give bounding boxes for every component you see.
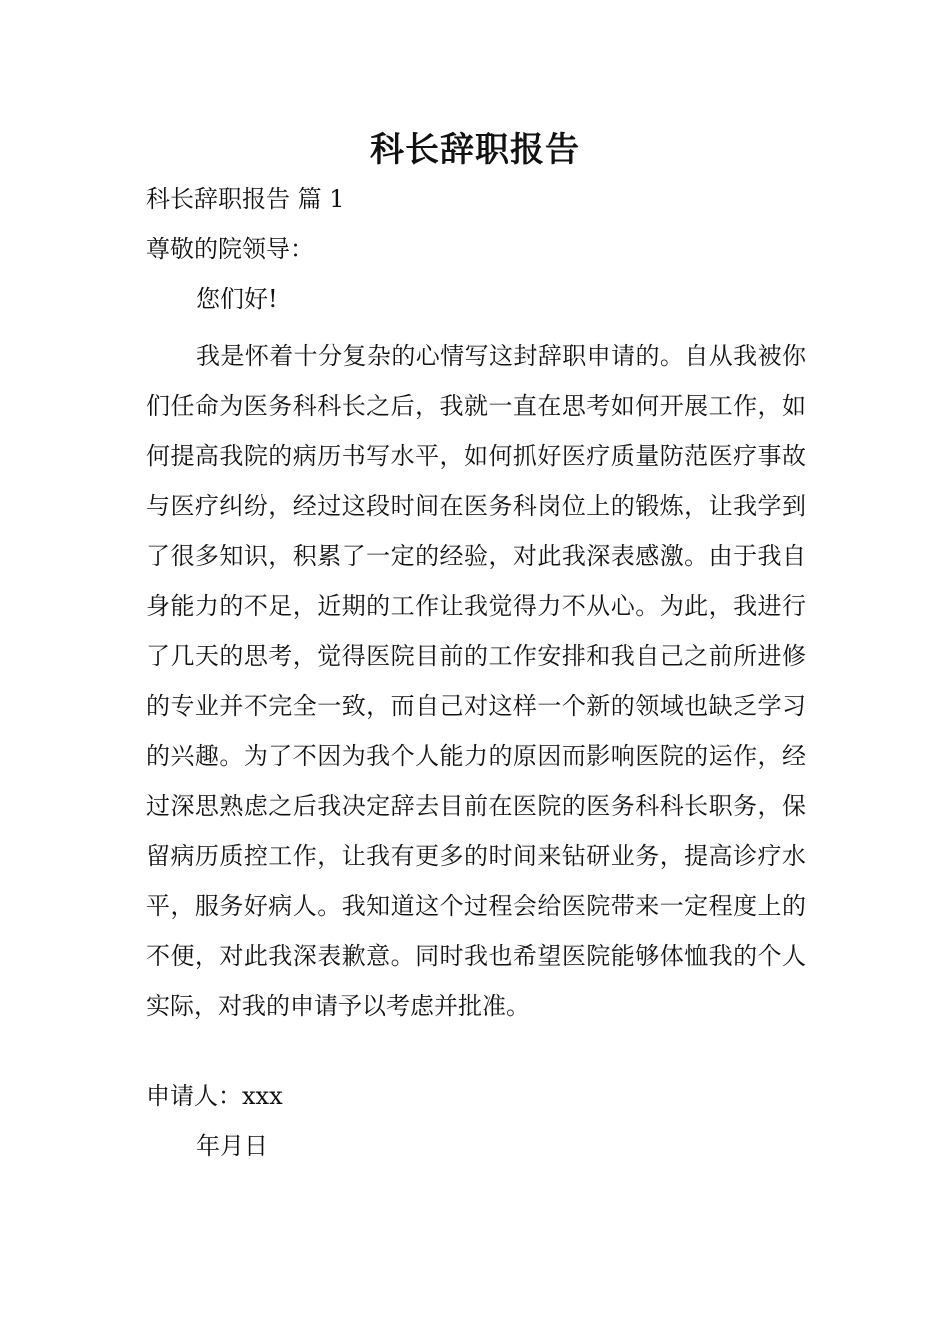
date-line: 年月日 <box>196 1132 268 1160</box>
salutation: 尊敬的院领导： <box>146 235 314 263</box>
body-paragraph: 我是怀着十分复杂的心情写这封辞职申请的。自从我被你们任命为医务科科长之后，我就一直在思考如何开展工作，如何提高我院的病历书写水平，如何抓好医疗质量防范医疗事故与医疗纠纷，经过这段时间在医务科岗位上的锻炼，让我学到了很多知识，积累了一定的经验，对此我深表感激。由于我自身能力的不足，近期的工作让我觉得力不从心。为此，我进行了几天的思考，觉得医院目前的工作安排和我自己之前所进修的专业并不完全一致，而自己对这样一个新的领域也缺乏学习的兴趣。为了不因为我个人能力的原因而影响医院的运作，经过深思熟虑之后我决定辞去目前在医院的医务科科长职务，保留病历质控工作，让我有更多的时间来钻研业务，提高诊疗水平，服务好病人。我知道这个过程会给医院带来一定程度上的不便，对此我深表歉意。同时我也希望医院能够体恤我的个人实际，对我的申请予以考虑并批准。 <box>146 342 806 1020</box>
applicant-line: 申请人：xxx <box>146 1082 283 1110</box>
document-subtitle: 科长辞职报告 篇 1 <box>146 185 345 213</box>
document-title: 科长辞职报告 <box>370 130 580 170</box>
greeting: 您们好! <box>196 285 278 313</box>
